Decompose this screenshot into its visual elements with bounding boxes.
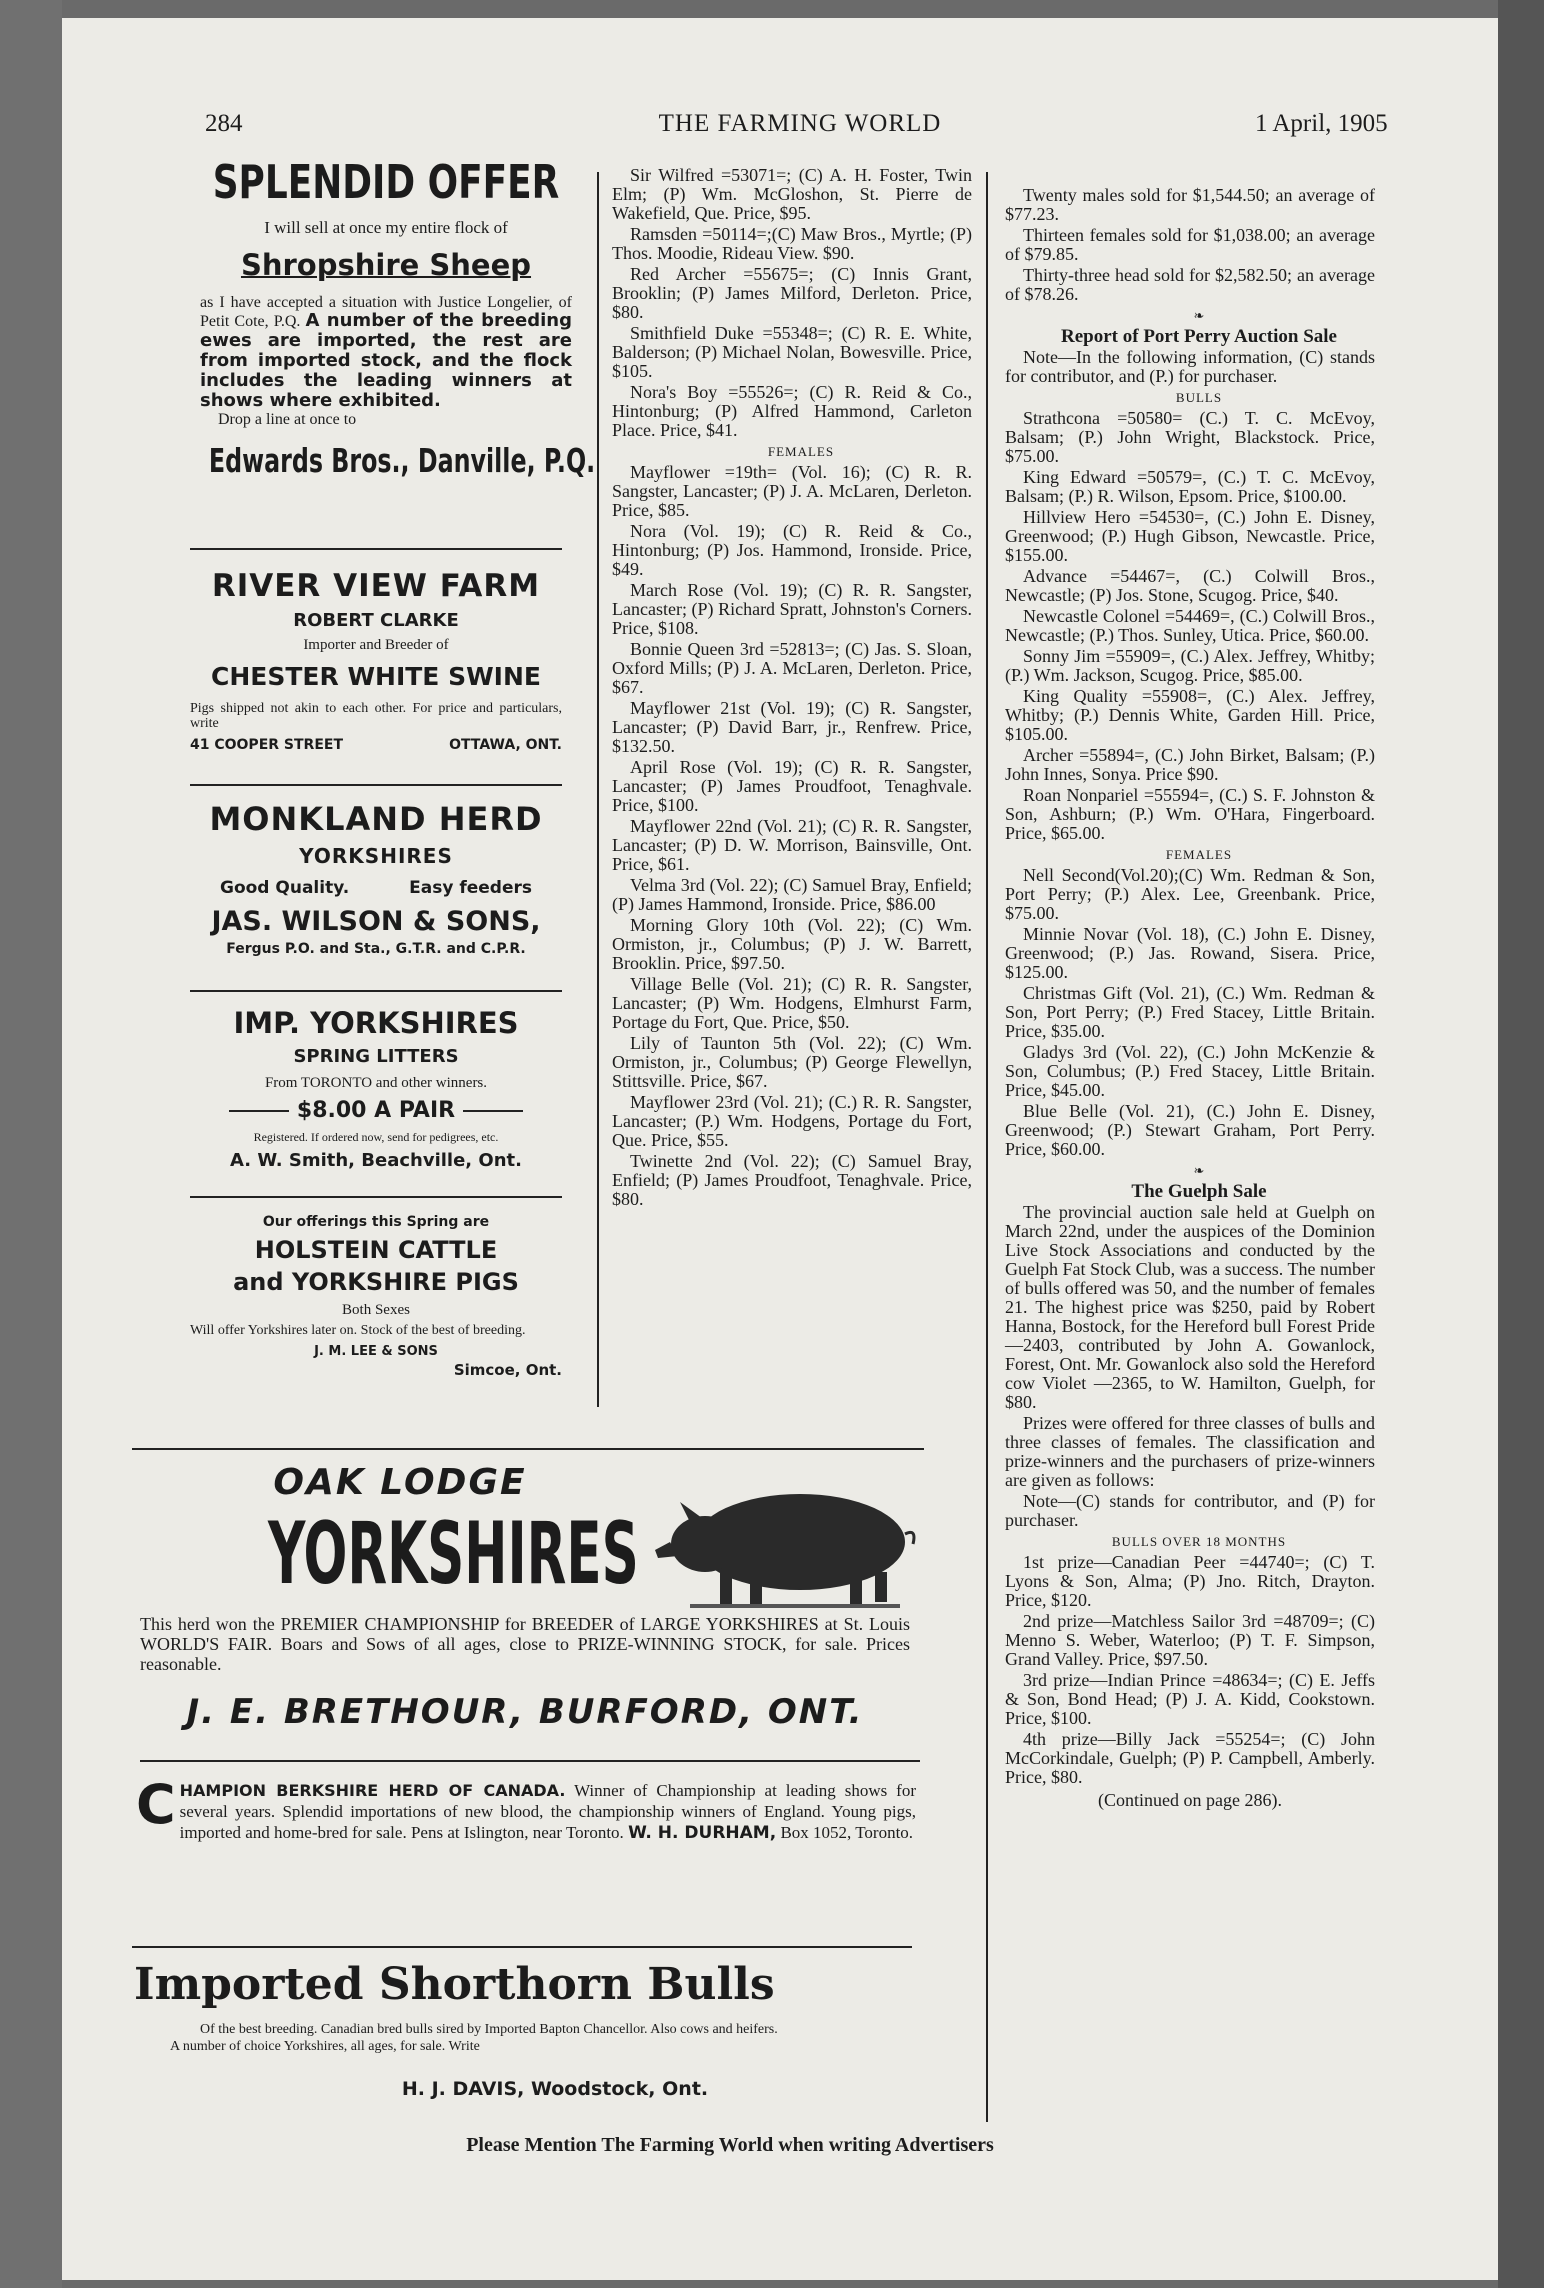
prize-entry: 4th prize—Billy Jack =55254=; (C) John McCorkindale, Guelph; (P) P. Campbell, Amberly. Price, $80. xyxy=(1005,1729,1375,1787)
ad-body-plain: as I have accepted a situation with Justice Longelier, of Petit Cote, P.Q. xyxy=(200,294,572,330)
ad-cta: Drop a line at once to xyxy=(218,411,357,428)
sale-entry: Twinette 2nd (Vol. 22); (C) Samuel Bray, Enfield; (P) James Proudfoot, Tenaghvale. Price, $80. xyxy=(612,1151,972,1209)
summary-line: Thirteen females sold for $1,038.00; an average of $79.85. xyxy=(1005,225,1375,264)
ad-body: This herd won the PREMIER CHAMPIONSHIP for BREEDER of LARGE YORKSHIRES at St. Louis WORLD'S FAIR. Boars and Sows of all ages, close to PRIZE-WINNING STOCK, for sale. Prices reasonable. xyxy=(140,1614,910,1674)
ad-divider xyxy=(140,1760,920,1762)
page-number: 284 xyxy=(205,110,243,137)
prize-entry: 1st prize—Canadian Peer =44740=; (C) T. Lyons & Son, Alma; (P) Jno. Ritch, Drayton. Price, $120. xyxy=(1005,1552,1375,1610)
sale-entry: Roan Nonpariel =55594=, (C.) S. F. Johnston & Son, Ashburn; (P.) Wm. O'Hara, Fingerboard. Price, $65.00. xyxy=(1005,785,1375,843)
prize-entry: 2nd prize—Matchless Sailor 3rd =48709=; (C) Menno S. Weber, Waterloo; (P) T. F. Simpson, Grand Valley. Price, $97.50. xyxy=(1005,1611,1375,1669)
ad-monkland-herd xyxy=(190,798,562,957)
ad-role: Importer and Breeder of xyxy=(303,637,449,653)
ad-title: RIVER VIEW FARM xyxy=(211,568,541,604)
ad-price: $8.00 A PAIR xyxy=(296,1098,456,1123)
ad-advertiser: W. H. DURHAM, xyxy=(628,1823,777,1843)
summary-line: Thirty-three head sold for $2,582.50; an average of $78.26. xyxy=(1005,265,1375,304)
ad-heading: HAMPION BERKSHIRE HERD OF CANADA. xyxy=(179,1781,566,1800)
bulls-heading: BULLS xyxy=(1175,390,1223,405)
ad-oak-lodge xyxy=(140,1462,940,1732)
ad-body1: Of the best breeding. Canadian bred bulls sired by Imported Bapton Chancellor. Also cows and heifers. xyxy=(200,2022,778,2037)
ad-note: Registered. If ordered now, send for pedigrees, etc. xyxy=(253,1130,499,1144)
sale-entry: Lily of Taunton 5th (Vol. 22); (C) Wm. Ormiston, jr., Columbus; (P) George Flewellyn, Stittsville. Price, $67. xyxy=(612,1033,972,1091)
ad-address: Box 1052, Toronto. xyxy=(780,1823,914,1842)
scan-margin-right xyxy=(1498,0,1544,2288)
sale-entry: Village Belle (Vol. 21); (C) R. R. Sangster, Lancaster; (P) Wm. Hodgens, Elmhurst Farm, Portage du Fort, Que. Price, $50. xyxy=(612,974,972,1032)
ad-splendid-offer xyxy=(200,152,596,485)
ad-body xyxy=(200,294,572,411)
ad-title: MONKLAND HERD xyxy=(209,800,543,838)
ad-title1: OAK LODGE xyxy=(273,1462,527,1503)
ad-advertiser: H. J. DAVIS, Woodstock, Ont. xyxy=(401,2078,709,2100)
port-perry-heading: Report of Port Perry Auction Sale xyxy=(1061,326,1337,347)
ad-title: IMP. YORKSHIRES xyxy=(233,1006,519,1040)
sale-entry: King Quality =55908=, (C.) Alex. Jeffrey, Whitby; (P.) Dennis White, Garden Hill. Price, $105.00. xyxy=(1005,686,1375,744)
ad-advertiser: JAS. WILSON & SONS, xyxy=(211,906,541,937)
sale-entry: Velma 3rd (Vol. 22); (C) Samuel Bray, Enfield; (P) James Hammond, Ironside. Price, $86.00 xyxy=(612,875,972,914)
sale-entry: Christmas Gift (Vol. 21), (C.) Wm. Redman & Son, Port Perry; (P.) Fred Stacey, Little Britain. Price, $35.00. xyxy=(1005,983,1375,1041)
guelph-body xyxy=(1005,1203,1375,1530)
footer-note: Please Mention The Farming World when writing Advertisers xyxy=(466,2134,994,2156)
prize-entry: 3rd prize—Indian Prince =48634=; (C) E. Jeffs & Son, Bond Head; (P) J. A. Kidd, Cookstown. Price, $100. xyxy=(1005,1670,1375,1728)
port-perry-females xyxy=(1005,866,1375,1159)
sale-entry: Red Archer =55675=; (C) Innis Grant, Brooklin; (P) James Milford, Derleton. Price, $80. xyxy=(612,264,972,322)
ad-street: 41 COOPER STREET xyxy=(190,737,344,753)
ad-tagline xyxy=(190,878,562,898)
ad-lead: Our offerings this Spring are xyxy=(262,1214,490,1230)
ad-owner: ROBERT CLARKE xyxy=(293,610,459,631)
sale-entry: Sonny Jim =55909=, (C.) Alex. Jeffrey, Whitby; (P.) Wm. Jackson, Scugog. Price, $85.00. xyxy=(1005,646,1375,685)
ad-advertiser: J. M. LEE & SONS xyxy=(314,1344,438,1359)
ad-line2: and YORKSHIRE PIGS xyxy=(233,1268,519,1296)
ad-divider xyxy=(190,1196,562,1198)
ad-shorthorn xyxy=(130,1958,920,2100)
ad-intro: I will sell at once my entire flock of xyxy=(264,218,508,237)
sale-entry: Blue Belle (Vol. 21), (C.) John E. Disney, Greenwood; (P.) Stewart Graham, Port Perry. Price, $60.00. xyxy=(1005,1101,1375,1159)
ad-divider xyxy=(132,1946,912,1948)
ad-tag-left: Good Quality. xyxy=(219,878,350,898)
ad-title2: YORKSHIRES xyxy=(268,1504,639,1604)
middle-column xyxy=(612,166,972,1211)
ad-divider xyxy=(190,990,562,992)
ad-from: From TORONTO and other winners. xyxy=(264,1075,488,1091)
females-heading: FEMALES xyxy=(1165,847,1233,862)
summary-line: Twenty males sold for $1,544.50; an average of $77.23. xyxy=(1005,185,1375,224)
sale-entry: Nora's Boy =55526=; (C) R. Reid & Co., Hintonburg; (P) Alfred Hammond, Carleton Place. Price, $41. xyxy=(612,382,972,440)
sale-entry: Smithfield Duke =55348=; (C) R. E. White, Balderson; (P) Michael Nolan, Bowesville. Price, $105. xyxy=(612,323,972,381)
sale-entry: Minnie Novar (Vol. 18), (C.) John E. Disney, Greenwood; (P.) Jas. Rowand, Sisera. Price, $125.00. xyxy=(1005,924,1375,982)
sale-entry: King Edward =50579=, (C.) T. C. McEvoy, Balsam; (P.) R. Wilson, Epsom. Price, $100.00. xyxy=(1005,467,1375,506)
sale-entry: Strathcona =50580= (C.) T. C. McEvoy, Balsam; (P.) John Wright, Blackstock. Price, $75.00. xyxy=(1005,408,1375,466)
ad-body-bold: A number of the breeding ewes are imported, the rest are from imported stock, and the flock includes the leading winners at shows where exhibited. xyxy=(200,310,572,411)
ad-breed: YORKSHIRES xyxy=(299,844,453,868)
price-rule-left xyxy=(229,1110,289,1112)
bulls-over-18-heading: BULLS OVER 18 MONTHS xyxy=(1111,1534,1287,1549)
sale-entry: Mayflower =19th= (Vol. 16); (C) R. R. Sangster, Lancaster; (P) J. A. McLaren, Derleton. Price, $85. xyxy=(612,462,972,520)
ad-title: Imported Shorthorn Bulls xyxy=(134,1959,775,2010)
guelph-paragraph: Prizes were offered for three classes of bulls and three classes of females. The classification and prize-winners and the purchasers of prize-winners are given as follows: xyxy=(1005,1413,1375,1490)
ad-body: Winner of Championship at leading shows for several years. Splendid importations of new blood, the championship winners of England. Young pigs, imported and home-bred for sale. Pens at Islington, near Toronto. xyxy=(179,1781,916,1842)
ad-advertiser: A. W. Smith, Beachville, Ont. xyxy=(230,1150,522,1171)
ornament-2: ❧ xyxy=(1193,1163,1205,1178)
ad-title: SPLENDID OFFER xyxy=(212,155,560,209)
sale-entry: Morning Glory 10th (Vol. 22); (C) Wm. Ormiston, jr., Columbus; (P) J. W. Barrett, Brooklin. Price, $97.50. xyxy=(612,915,972,973)
sale-summary xyxy=(1005,186,1375,304)
sale-entry: Gladys 3rd (Vol. 22), (C.) John McKenzie & Son, Columbus; (P.) Fred Stacey, Little Britain. Price, $45.00. xyxy=(1005,1042,1375,1100)
ad-line1: HOLSTEIN CATTLE xyxy=(254,1236,498,1264)
guelph-prizes xyxy=(1005,1553,1375,1787)
ad-address xyxy=(190,737,562,753)
ad-divider xyxy=(190,784,562,786)
ad-sub: SPRING LITTERS xyxy=(293,1046,459,1067)
sale-entry: Newcastle Colonel =54469=, (C.) Colwill Bros., Newcastle; (P.) Thos. Sunley, Utica. Price, $60.00. xyxy=(1005,606,1375,645)
ornament-1: ❧ xyxy=(1193,308,1205,323)
middle-bulls xyxy=(612,166,972,440)
ad-tag-right: Easy feeders xyxy=(409,878,533,898)
guelph-paragraph: Note—(C) stands for contributor, and (P) for purchaser. xyxy=(1005,1491,1375,1530)
oak-lodge-titles xyxy=(140,1462,940,1612)
ad-body: Will offer Yorkshires later on. Stock of the best of breeding. xyxy=(190,1323,526,1338)
ad-city: OTTAWA, ONT. xyxy=(449,737,562,753)
ad-berkshire xyxy=(136,1773,916,1844)
sale-entry: Hillview Hero =54530=, (C.) John E. Disney, Greenwood; (P.) Hugh Gibson, Newcastle. Price, $155.00. xyxy=(1005,507,1375,565)
ad-product: Shropshire Sheep xyxy=(240,248,532,282)
sale-entry: Archer =55894=, (C.) John Birket, Balsam; (P.) John Innes, Sonya. Price $90. xyxy=(1005,745,1375,784)
issue-date: 1 April, 1905 xyxy=(1255,110,1388,137)
port-perry-note: Note—In the following information, (C) stands for contributor, and (P.) for purchaser. xyxy=(1005,347,1375,386)
ad-imp-yorkshires xyxy=(190,1004,562,1171)
port-perry-bulls xyxy=(1005,409,1375,843)
ad-sexes: Both Sexes xyxy=(342,1302,410,1318)
column-rule-right xyxy=(986,172,988,2122)
ad-advertiser: J. E. BRETHOUR, BURFORD, ONT. xyxy=(186,1692,864,1732)
ad-divider xyxy=(190,548,562,550)
ad-body: Pigs shipped not akin to each other. For price and particulars, write xyxy=(190,701,562,731)
ad-advertiser: Edwards Bros., Danville, P.Q. xyxy=(208,441,596,480)
sale-entry: Nora (Vol. 19); (C) R. Reid & Co., Hintonburg; (P) Jos. Hammond, Ironside. Price, $49. xyxy=(612,521,972,579)
ad-dropcap: C xyxy=(136,1773,176,1836)
ad-price-row xyxy=(190,1098,562,1123)
ad-address: Fergus P.O. and Sta., G.T.R. and C.P.R. xyxy=(226,941,526,957)
sale-entry: Mayflower 21st (Vol. 19); (C) R. Sangster, Lancaster; (P) David Barr, jr., Renfrew. Price, $132.50. xyxy=(612,698,972,756)
masthead-title: THE FARMING WORLD xyxy=(658,110,942,137)
sale-entry: Mayflower 23rd (Vol. 21); (C.) R. R. Sangster, Lancaster; (P.) Wm. Hodgens, Portage du Fort, Que. Price, $55. xyxy=(612,1092,972,1150)
sale-entry: Bonnie Queen 3rd =52813=; (C) Jas. S. Sloan, Oxford Mills; (P) J. A. McLaren, Derleton. Price, $67. xyxy=(612,639,972,697)
ad-product: CHESTER WHITE SWINE xyxy=(211,662,541,691)
ad-holstein-cattle xyxy=(190,1214,562,1379)
price-rule-right xyxy=(463,1110,523,1112)
middle-females xyxy=(612,463,972,1209)
pig-illustration xyxy=(650,1472,920,1622)
ad-body2: A number of choice Yorkshires, all ages, for sale. Write xyxy=(170,2039,480,2054)
sale-entry: March Rose (Vol. 19); (C) R. R. Sangster, Lancaster; (P) Richard Spratt, Johnston's Corners. Price, $108. xyxy=(612,580,972,638)
sale-entry: Nell Second(Vol.20);(C) Wm. Redman & Son, Port Perry; (P.) Alex. Lee, Greenbank. Price, $75.00. xyxy=(1005,865,1375,923)
sale-entry: April Rose (Vol. 19); (C) R. R. Sangster, Lancaster; (P) James Proudfoot, Tenaghvale. Price, $100. xyxy=(612,757,972,815)
guelph-heading: The Guelph Sale xyxy=(1131,1181,1267,1202)
sale-entry: Mayflower 22nd (Vol. 21); (C) R. R. Sangster, Lancaster; (P) D. W. Morrison, Bainsville, Ont. Price, $61. xyxy=(612,816,972,874)
ad-river-view-farm xyxy=(190,566,562,753)
sale-entry: Sir Wilfred =53071=; (C) A. H. Foster, Twin Elm; (P) Wm. McGloshon, St. Pierre de Wakefield, Que. Price, $95. xyxy=(612,165,972,223)
guelph-paragraph: The provincial auction sale held at Guelph on March 22nd, under the auspices of the Dominion Live Stock Associations and conducted by the Guelph Fat Stock Club, was a success. The number of bulls offered was 50, and the number of females 21. The highest price was $250, paid by Robert Hanna, Bostock, for the Hereford bull Forest Pride —2403, contributed by John A. Gowanlock, Forest, Ont. Mr. Gowanlock also sold the Hereford cow Violet —2365, to W. Hamilton, Guelph, for $80. xyxy=(1005,1202,1375,1412)
continued-note: (Continued on page 286). xyxy=(1098,1790,1282,1810)
scan-margin-left xyxy=(0,0,62,2288)
ad-city: Simcoe, Ont. xyxy=(453,1361,562,1379)
column-rule-left xyxy=(597,172,599,1407)
sale-entry: Advance =54467=, (C.) Colwill Bros., Newcastle; (P) Jos. Stone, Scugog. Price, $40. xyxy=(1005,566,1375,605)
sale-entry: Ramsden =50114=;(C) Maw Bros., Myrtle; (P) Thos. Moodie, Rideau View. $90. xyxy=(612,224,972,263)
oak-lodge-top-rule xyxy=(132,1448,924,1450)
females-heading: FEMALES xyxy=(767,444,835,459)
right-column xyxy=(1005,186,1375,1812)
